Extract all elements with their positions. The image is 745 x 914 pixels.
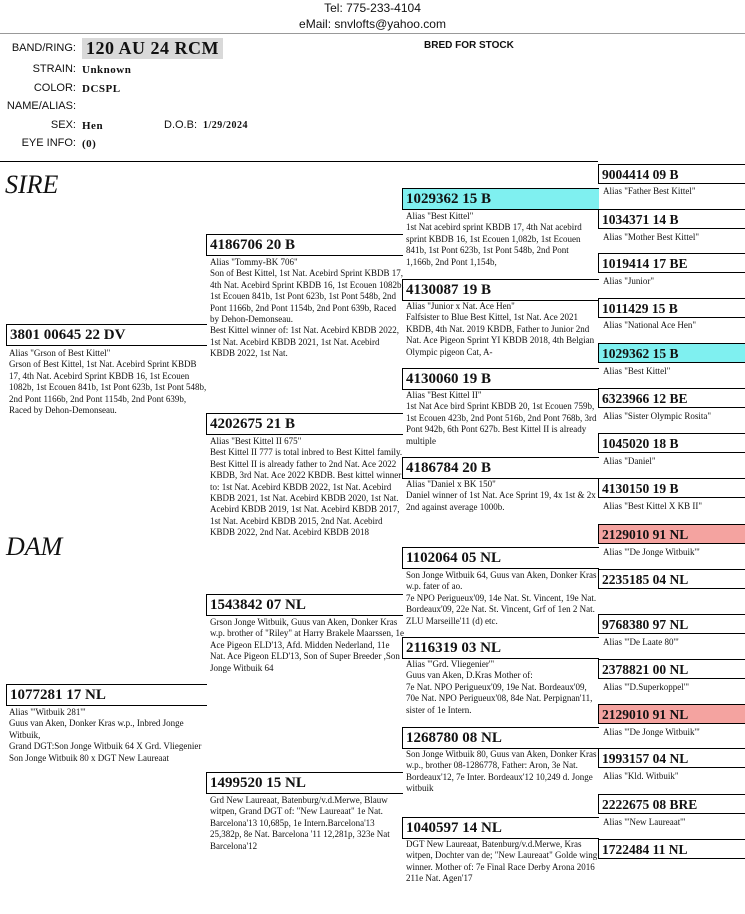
strain-value: Unknown: [82, 64, 132, 76]
dob-value: 1/29/2024: [203, 120, 249, 131]
gen3-ring-3: 4186784 20 B: [406, 460, 492, 476]
header-email: eMail: snvlofts@yahoo.com: [299, 17, 446, 31]
eye-value: (0): [82, 138, 97, 150]
gen3-ring-6: 1268780 08 NL: [406, 730, 502, 746]
gen4-alias-14: Alias "'New Laureaat'": [603, 817, 686, 827]
gen4-ring-2: 1019414 17 BE: [602, 256, 688, 271]
gen4-box-6: [598, 433, 745, 453]
gen4-box-7: [598, 478, 745, 498]
gen4-ring-15: 1722484 11 NL: [602, 842, 688, 857]
dam-dam-box: [206, 772, 403, 794]
gen4-ring-3: 1011429 15 B: [602, 301, 678, 316]
gen4-ring-6: 1045020 18 B: [602, 436, 679, 451]
dam-dam-info: Grd New Laureaat, Batenburg/v.d.Merwe, Blauw witpen, Grand DGT of: "New Laureaat" 1e Nat. Barcelona'13 10,685p, 1e Intern.Barcelona'13 25,382p, 8e Nat. Barcelona '11 12,281p, 323e Nat Barcelona'12: [210, 795, 390, 851]
band-value: 120 AU 24 RCM: [82, 38, 223, 59]
dam-sire-box: [206, 594, 403, 616]
gen3-box-0: [402, 188, 599, 210]
dam-sire-info: Grson Jonge Witbuik, Guus van Aken, Donker Kras w.p. brother of "Riley" at Harry Brakele Maarssen, 1e Ace Pigeon ELD'13, Afd. Midden Nederland, 11e Nat. Ace Pigeon ELD'13, Son of Super Breeder ,Son Jonge Witbuik 64: [210, 617, 404, 673]
gen4-box-0: [598, 164, 745, 184]
gen4-alias-4: Alias "Best Kittel": [603, 366, 671, 376]
gen3-ring-5: 2116319 03 NL: [406, 640, 502, 656]
gen4-box-9: [598, 569, 745, 589]
sire-box: [6, 324, 207, 346]
gen3-box-2: [402, 368, 599, 390]
gen3-info-0: Alias "Best Kittel" 1st Nat acebird sprint KBDB 17, 4th Nat acebird sprint KBDB 16, 1st Ecouen 1,082b, 1st Ecouen 841b, 1st Pont 623b, 1st Pont 548b, 2nd Pont 1,166b, 2nd Pont 1,154b,: [406, 211, 582, 267]
header-tel: Tel: 775-233-4104: [324, 1, 421, 15]
dam-box: [6, 684, 207, 706]
gen4-ring-10: 9768380 97 NL: [602, 617, 689, 632]
gen4-box-4: [598, 343, 745, 363]
gen3-ring-1: 4130087 19 B: [406, 282, 492, 298]
gen4-ring-11: 2378821 00 NL: [602, 662, 689, 677]
gen4-ring-4: 1029362 15 B: [602, 346, 679, 361]
gen4-box-13: [598, 748, 745, 768]
gen4-alias-6: Alias "Daniel": [603, 456, 656, 466]
gen3-ring-0: 1029362 15 B: [406, 191, 492, 207]
gen3-box-5: [402, 637, 599, 659]
gen4-alias-13: Alias "Kld. Witbuik": [603, 771, 679, 781]
gen4-box-1: [598, 209, 745, 229]
color-value: DCSPL: [82, 83, 121, 95]
band-label: BAND/RING:: [11, 42, 76, 54]
bred-for-label: BRED FOR STOCK: [424, 40, 514, 51]
gen4-alias-9: [603, 592, 743, 604]
gen4-ring-13: 1993157 04 NL: [602, 751, 689, 766]
gen3-info-5: Alias "'Grd. Vliegenier'" Guus van Aken, D.Kras Mother of: 7e Nat. NPO Perigueux'09, 19e Nat. Bordeaux'09, 70e Nat. NPO Perigueux'08, 84e Nat. Perpignan'11, sister of 1e Intern.: [406, 659, 593, 715]
sire-title: SIRE: [5, 170, 59, 199]
gen4-alias-2: Alias "Junior": [603, 276, 655, 286]
gen4-box-11: [598, 659, 745, 679]
gen4-alias-1: Alias "Mother Best Kittel": [603, 232, 700, 242]
gen4-alias-3: Alias "National Ace Hen": [603, 320, 697, 330]
gen3-box-1: [402, 279, 599, 301]
gen4-box-10: [598, 614, 745, 634]
gen3-info-1: Alias "Junior x Nat. Ace Hen" Falfsister to Blue Best Kittel, 1st Nat. Ace 2021 KBDB, 4th Nat. 2019 KBDB, Father to Junior 2nd Nat. Ace Pigeon Sprint YI KBDB 2018, 4th Belgian Olympic pigeon Cat, A-: [406, 301, 595, 357]
gen4-box-14: [598, 794, 745, 814]
dam-sire-ring: 1543842 07 NL: [210, 597, 306, 613]
gen4-alias-10: Alias "'De Laate 80'": [603, 637, 679, 647]
gen4-ring-5: 6323966 12 BE: [602, 391, 688, 406]
gen4-alias-0: Alias "Father Best Kittel": [603, 186, 696, 196]
gen3-ring-4: 1102064 05 NL: [406, 550, 502, 566]
strain-label: STRAIN:: [32, 63, 76, 75]
gen3-info-6: Son Jonge Witbuik 80, Guus van Aken, Donker Kras w.p., brother 08-1286778, Father: Aron, 3e Nat. Bordeaux'12, 7e Inter. Bordeaux'12 10,249 d. Jonge witbuik: [406, 749, 597, 794]
sire-sire-box: [206, 234, 403, 256]
header-divider: [0, 33, 745, 34]
gen4-box-5: [598, 388, 745, 408]
dam-title: DAM: [6, 532, 63, 561]
gen4-alias-7: Alias "Best Kittel X KB II": [603, 501, 703, 511]
dam-dam-ring: 1499520 15 NL: [210, 775, 306, 791]
sire-dam-box: [206, 413, 403, 435]
gen4-ring-1: 1034371 14 B: [602, 212, 679, 227]
gen4-ring-12: 2129010 91 NL: [602, 707, 689, 722]
gen4-box-15: [598, 839, 745, 859]
gen4-alias-5: Alias "Sister Olympic Rosita": [603, 411, 712, 421]
gen4-alias-12: Alias "'De Jonge Witbuik'": [603, 727, 700, 737]
gen3-info-3: Alias "Daniel x BK 150" Daniel winner of 1st Nat. Ace Sprint 19, 4x 1st & 2x 2nd against average 1000b.: [406, 479, 596, 512]
gen3-info-7: DGT New Laureaat, Batenburg/v.d.Merwe, Kras witpen, Dochter van de; "New Laureaat" Golde wing winner. Mother of: 7e Final Race Derby Arona 2016 211e Nat. Agen'17: [406, 839, 598, 884]
sire-dam-info: Alias "Best Kittel II 675" Best Kittel II 777 is total inbred to Best Kittel family. Best Kittel II is already father to 2nd Nat. Ace 2022 KBDB, 3rd Nat. Ace 2022 KBDB. Best kittel winner to: 1st Nat. Acebird KBDB 2022, 1st Nat. Acebird KBDB 2021, 1st Nat. Acebird KBDB 2020, 1st Nat. Acebird KBDB 2019, 1st Nat. Acebird KBDB 2017, 1st Nat. Acebird KBDB 2015, 2nd Nat. Acebird KBDB 2022, 2nd Nat. Acebird KBDB 2018: [210, 436, 403, 538]
gen4-ring-7: 4130150 19 B: [602, 481, 679, 496]
dob-label: D.O.B:: [164, 119, 198, 131]
gen4-ring-0: 9004414 09 B: [602, 167, 679, 182]
sire-dam-ring: 4202675 21 B: [210, 416, 296, 432]
gen4-box-3: [598, 298, 745, 318]
gen4-box-2: [598, 253, 745, 273]
gen4-ring-8: 2129010 91 NL: [602, 527, 689, 542]
sire-info: Alias "Grson of Best Kittel" Grson of Best Kittel, 1st Nat. Acebird Sprint KBDB 17, 4th Nat. Acebird Sprint KBDB 16, 1st Ecouen 1082b, 1st Ecouen 841b, 1st Pont 623b, 1st Pont 548b, 2nd Pont 1166b, 2nd Pont 1154b, 2nd Pont 639b, Raced by Dehon-Demonseau.: [9, 348, 207, 416]
sex-value: Hen: [82, 120, 104, 132]
gen4-alias-15: [603, 862, 743, 874]
sire-sire-info: Alias "Tommy-BK 706" Son of Best Kittel, 1st Nat. Acebird Sprint KBDB 17, 4th Nat. Acebird Sprint KBDB 16, 1st Ecouen 1082b, 1st Ecouen 841b, 1st Pont 623b, 1st Pont 548b, 2nd Pont 1166b, 2nd Pont 1154b, 2nd Pont 639b, Raced by Dehon-Demonseau. Best Kittel winner of: 1st Nat. Acebird KBDB 2022, 1st Nat. Acebird KBDB 2021, 1st Nat. Acebird KBDB 2022, 1st Nat.: [210, 257, 404, 359]
gen4-ring-9: 2235185 04 NL: [602, 572, 689, 587]
dam-info: Alias "'Witbuik 281'" Guus van Aken, Donker Kras w.p., Inbred Jonge Witbuik, Grand DGT:Son Jonge Witbuik 64 X Grd. Vliegenier Son Jonge Witbuik 80 x DGT New Laureaat: [9, 707, 202, 763]
gen4-alias-11: Alias "'D.Superkoppel'": [603, 682, 690, 692]
gen4-alias-8: Alias "'De Jonge Witbuik'": [603, 547, 700, 557]
gen3-info-4: Son Jonge Witbuik 64, Guus van Aken, Donker Kras w.p. fater of ao. 7e NPO Perigueux'09, 14e Nat. St. Vincent, 19e Nat. Bordeaux'09, 22e Nat. St. Vincent, Grf of 1en 2 Nat. ZLU Marseille'11 (d) etc.: [406, 570, 597, 626]
gen4-box-8: [598, 524, 745, 544]
gen4-ring-14: 2222675 08 BRE: [602, 797, 698, 812]
gen3-box-6: [402, 727, 599, 749]
gen3-box-4: [402, 547, 599, 569]
gen3-box-7: [402, 817, 599, 839]
sire-ring: 3801 00645 22 DV: [10, 327, 126, 343]
eye-label: EYE INFO:: [21, 137, 76, 149]
color-label: COLOR:: [33, 82, 76, 94]
gen3-ring-7: 1040597 14 NL: [406, 820, 502, 836]
info-divider: [0, 161, 598, 162]
gen3-info-2: Alias "Best Kittel II" 1st Nat Ace bird Sprint KBDB 20, 1st Ecouen 759b, 1st Ecouen 423b, 2nd Pont 516b, 2nd Pont 768b, 3rd Pont 942b, 6th Pont 627b. Best Kittel II is already multiple: [406, 390, 597, 446]
sire-sire-ring: 4186706 20 B: [210, 237, 296, 253]
gen4-box-12: [598, 704, 745, 724]
sex-label: SEX:: [50, 119, 76, 131]
name-label: NAME/ALIAS:: [6, 100, 76, 112]
gen3-ring-2: 4130060 19 B: [406, 371, 492, 387]
gen3-box-3: [402, 457, 599, 479]
dam-ring: 1077281 17 NL: [10, 687, 106, 703]
